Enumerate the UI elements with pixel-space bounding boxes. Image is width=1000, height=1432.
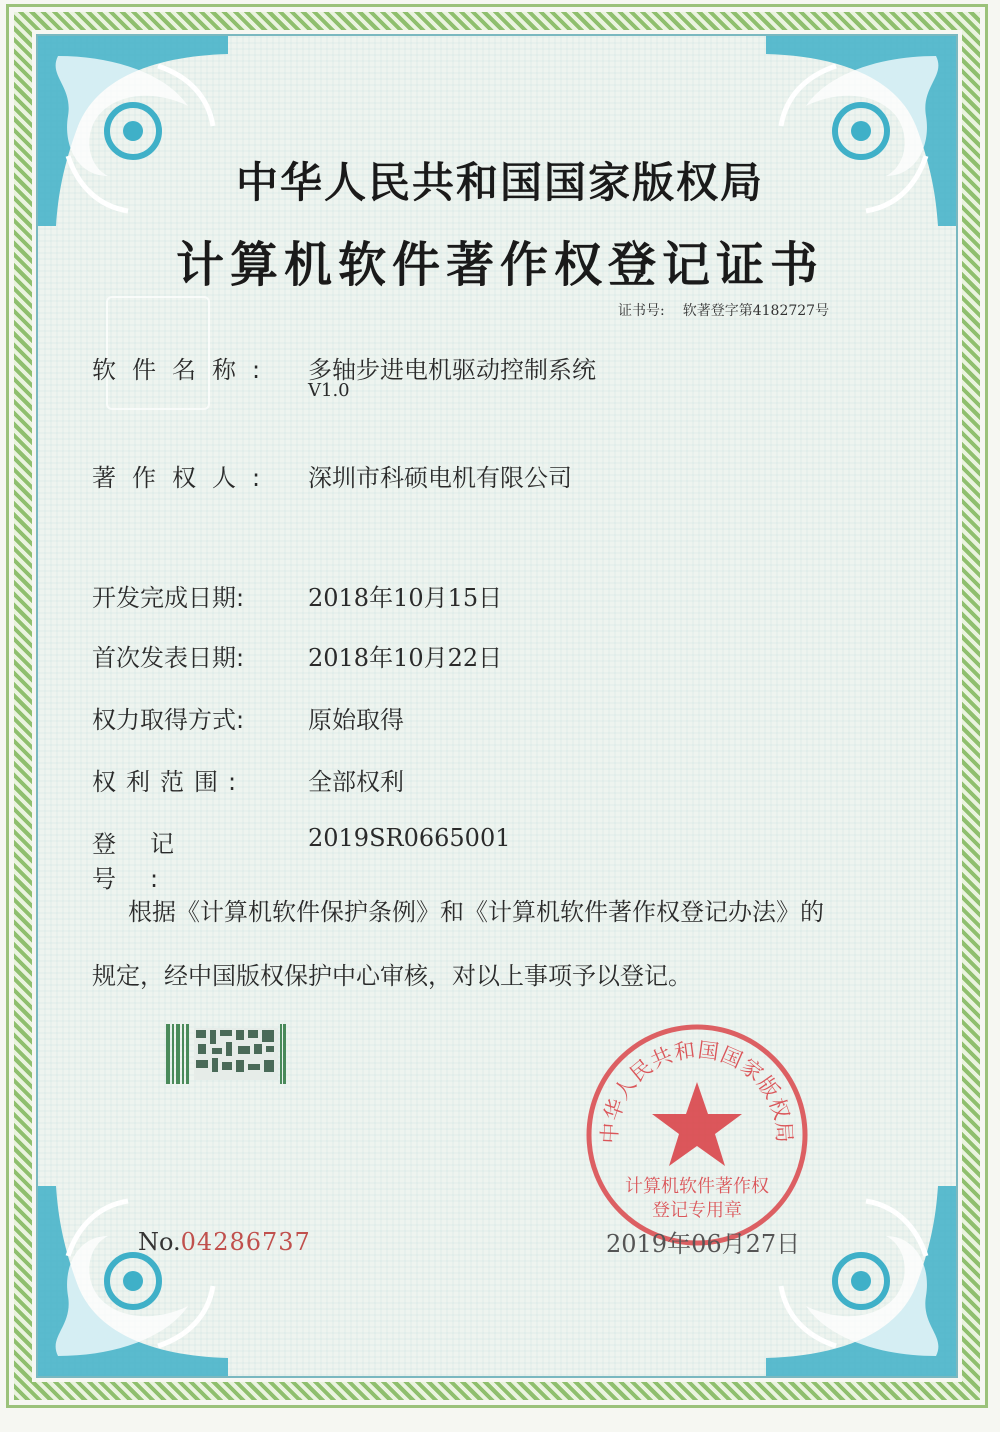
copyright-owner-value: 深圳市科硕电机有限公司 xyxy=(308,464,572,492)
registration-number-value: 2019SR0665001 xyxy=(308,824,511,852)
seal-outer-text: 中华人民共和国国家版权局 xyxy=(597,1037,797,1145)
acquisition-method-label: 权力取得方式: xyxy=(92,706,245,734)
scope-value: 全部权利 xyxy=(308,768,404,796)
first-publish-date-value: 2018年10月22日 xyxy=(308,644,503,672)
scope-label: 权利范围: xyxy=(92,768,247,796)
serial-number-value: 04286737 xyxy=(180,1228,311,1256)
field-registration-number xyxy=(92,824,511,894)
first-publish-date-label: 首次发表日期: xyxy=(92,644,245,672)
corner-ornament-bottom-left xyxy=(38,1186,228,1376)
serial-number xyxy=(138,1228,311,1256)
software-name-value: 多轴步进电机驱动控制系统 xyxy=(308,356,596,384)
issue-date: 2019年06月27日 xyxy=(606,1230,801,1258)
issuing-authority: 中华人民共和国国家版权局 xyxy=(235,158,764,207)
field-software-name xyxy=(92,350,596,401)
statement-line-1: 根据《计算机软件保护条例》和《计算机软件著作权登记办法》的 xyxy=(128,898,824,926)
copyright-owner-label: 著作权人: xyxy=(92,464,277,492)
certificate-number-label: 证书号: xyxy=(618,303,665,319)
completion-date-value: 2018年10月15日 xyxy=(308,584,503,612)
2d-barcode xyxy=(166,1024,286,1084)
statement-line-2: 规定，经中国版权保护中心审核，对以上事项予以登记。 xyxy=(92,962,692,990)
seal-inner-line-1: 计算机软件著作权 xyxy=(625,1176,769,1197)
certificate-number-value: 软著登字第4182727号 xyxy=(682,303,830,319)
seal-inner-line-2: 登记专用章 xyxy=(652,1200,742,1221)
software-version: V1.0 xyxy=(308,380,350,401)
registration-number-label: 登记号: xyxy=(92,830,208,893)
field-completion-date xyxy=(92,578,503,613)
field-first-publish-date xyxy=(92,638,503,673)
field-scope xyxy=(92,762,404,797)
software-name-label: 软件名称: xyxy=(92,356,277,384)
certificate-title: 计算机软件著作权登记证书 xyxy=(175,237,824,293)
completion-date-label: 开发完成日期: xyxy=(92,584,245,612)
acquisition-method-value: 原始取得 xyxy=(308,706,404,734)
field-copyright-owner xyxy=(92,458,572,493)
serial-prefix: No. xyxy=(138,1228,181,1256)
certificate-number xyxy=(618,300,829,320)
official-seal xyxy=(582,1020,812,1250)
field-acquisition-method xyxy=(92,700,404,735)
